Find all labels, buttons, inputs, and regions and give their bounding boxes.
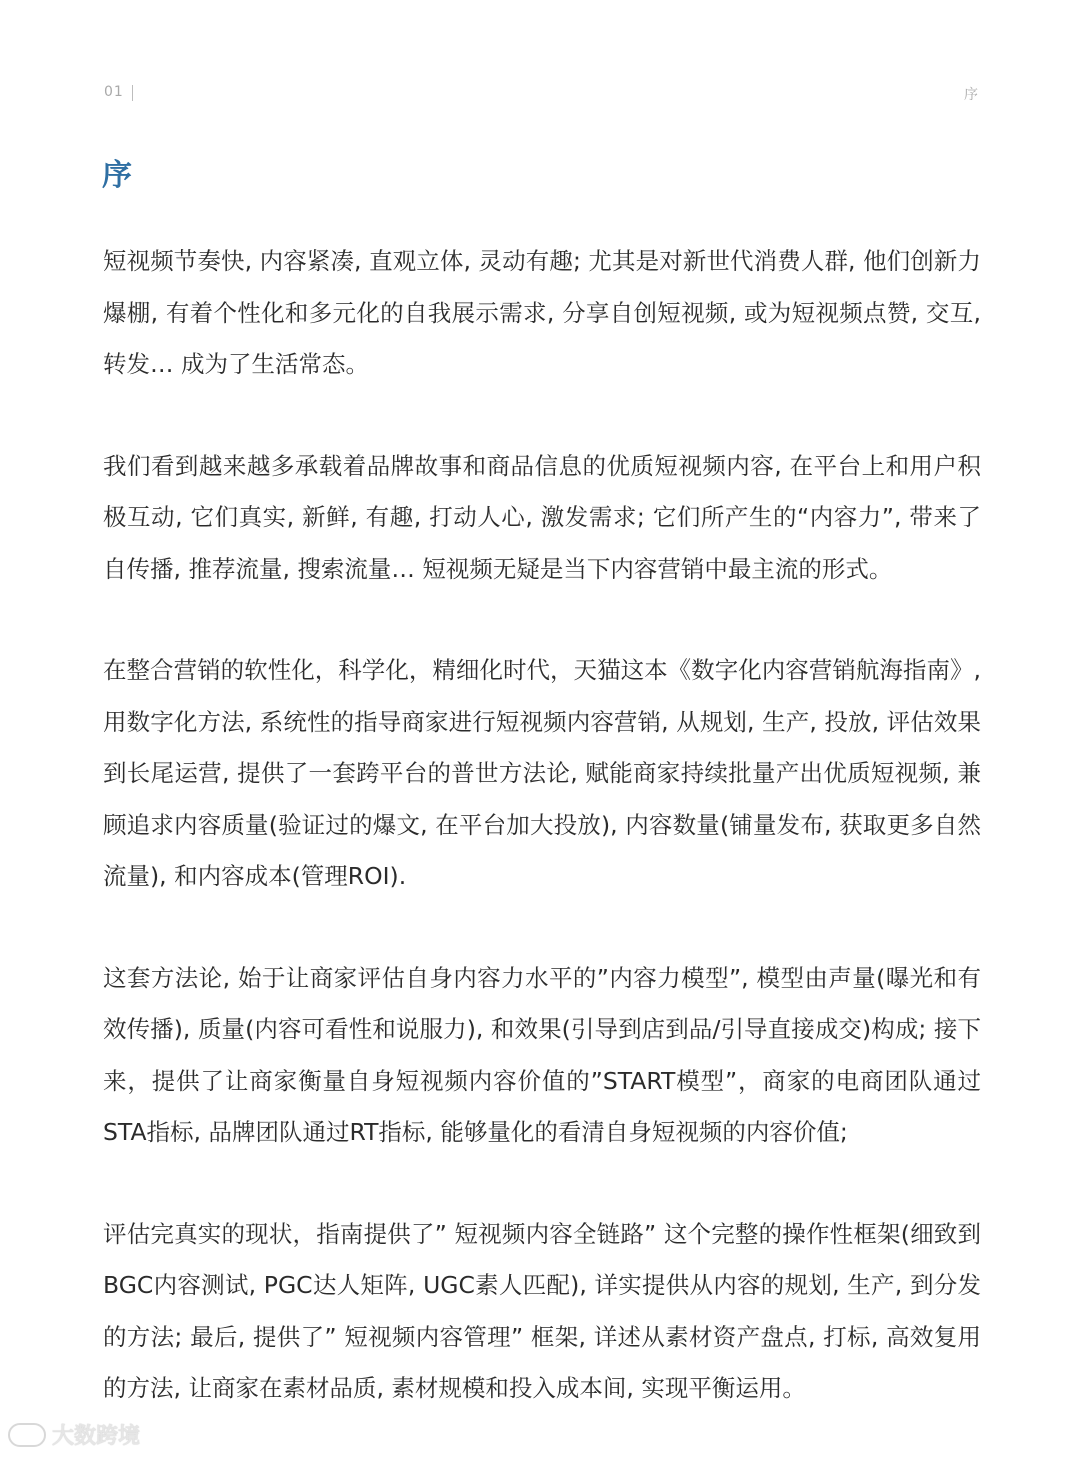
paragraph-5: 评估完真实的现状，指南提供了” 短视频内容全链路” 这个完整的操作性框架(细致到BGC内容测试, PGC达人矩阵, UGC素人匹配), 详实提供从内容的规划, 生产, 到分发的方法; 最后, 提供了” 短视频内容管理” 框架, 详述从素材资产盘点, 打标, 高效复用的方法, 让商家在素材品质, 素材规模和投入成本间, 实现平衡运用。 (103, 1219, 981, 1402)
page-number: 01 (104, 84, 124, 100)
section-label: 序 (964, 87, 978, 103)
paragraph-2: 我们看到越来越多承载着品牌故事和商品信息的优质短视频内容, 在平台上和用户积极互动, 它们真实, 新鲜, 有趣, 打动人心, 激发需求; 它们所产生的“内容力”, 带来了自传播, 推荐流量, 搜索流量… 短视频无疑是当下内容营销中最主流的形式。 (103, 451, 981, 583)
article-body (103, 236, 981, 1465)
paragraph-3: 在整合营销的软性化，科学化，精细化时代，天猫这本《数字化内容营销航海指南》, 用数字化方法, 系统性的指导商家进行短视频内容营销, 从规划, 生产, 投放, 评估效果到长尾运营, 提供了一套跨平台的普世方法论, 赋能商家持续批量产出优质短视频, 兼顾追求内容质量(验证过的爆文, 在平台加大投放), 内容数量(铺量发布, 获取更多自然流量), 和内容成本(管理ROI). (103, 656, 981, 890)
paragraph-1: 短视频节奏快, 内容紧凑, 直观立体, 灵动有趣; 尤其是对新世代消费人群, 他们创新力爆棚, 有着个性化和多元化的自我展示需求, 分享自创短视频, 或为短视频点赞, 交互, 转发… 成为了生活常态。 (103, 247, 981, 378)
page-title: 序 (102, 158, 132, 193)
watermark-logo-icon (8, 1423, 46, 1447)
paragraph-4: 这套方法论, 始于让商家评估自身内容力水平的”内容力模型”, 模型由声量(曝光和有效传播), 质量(内容可看性和说服力), 和效果(引导到店到品/引导直接成交)构成; 接下来，提供了让商家衡量自身短视频内容价值的”START模型”，商家的电商团队通过STA指标, 品牌团队通过RT指标, 能够量化的看清自身短视频的内容价值; (103, 963, 981, 1146)
watermark (8, 1419, 140, 1450)
page-header (104, 84, 978, 108)
watermark-text: 大数跨境 (52, 1424, 141, 1449)
page-number-divider (132, 85, 133, 101)
